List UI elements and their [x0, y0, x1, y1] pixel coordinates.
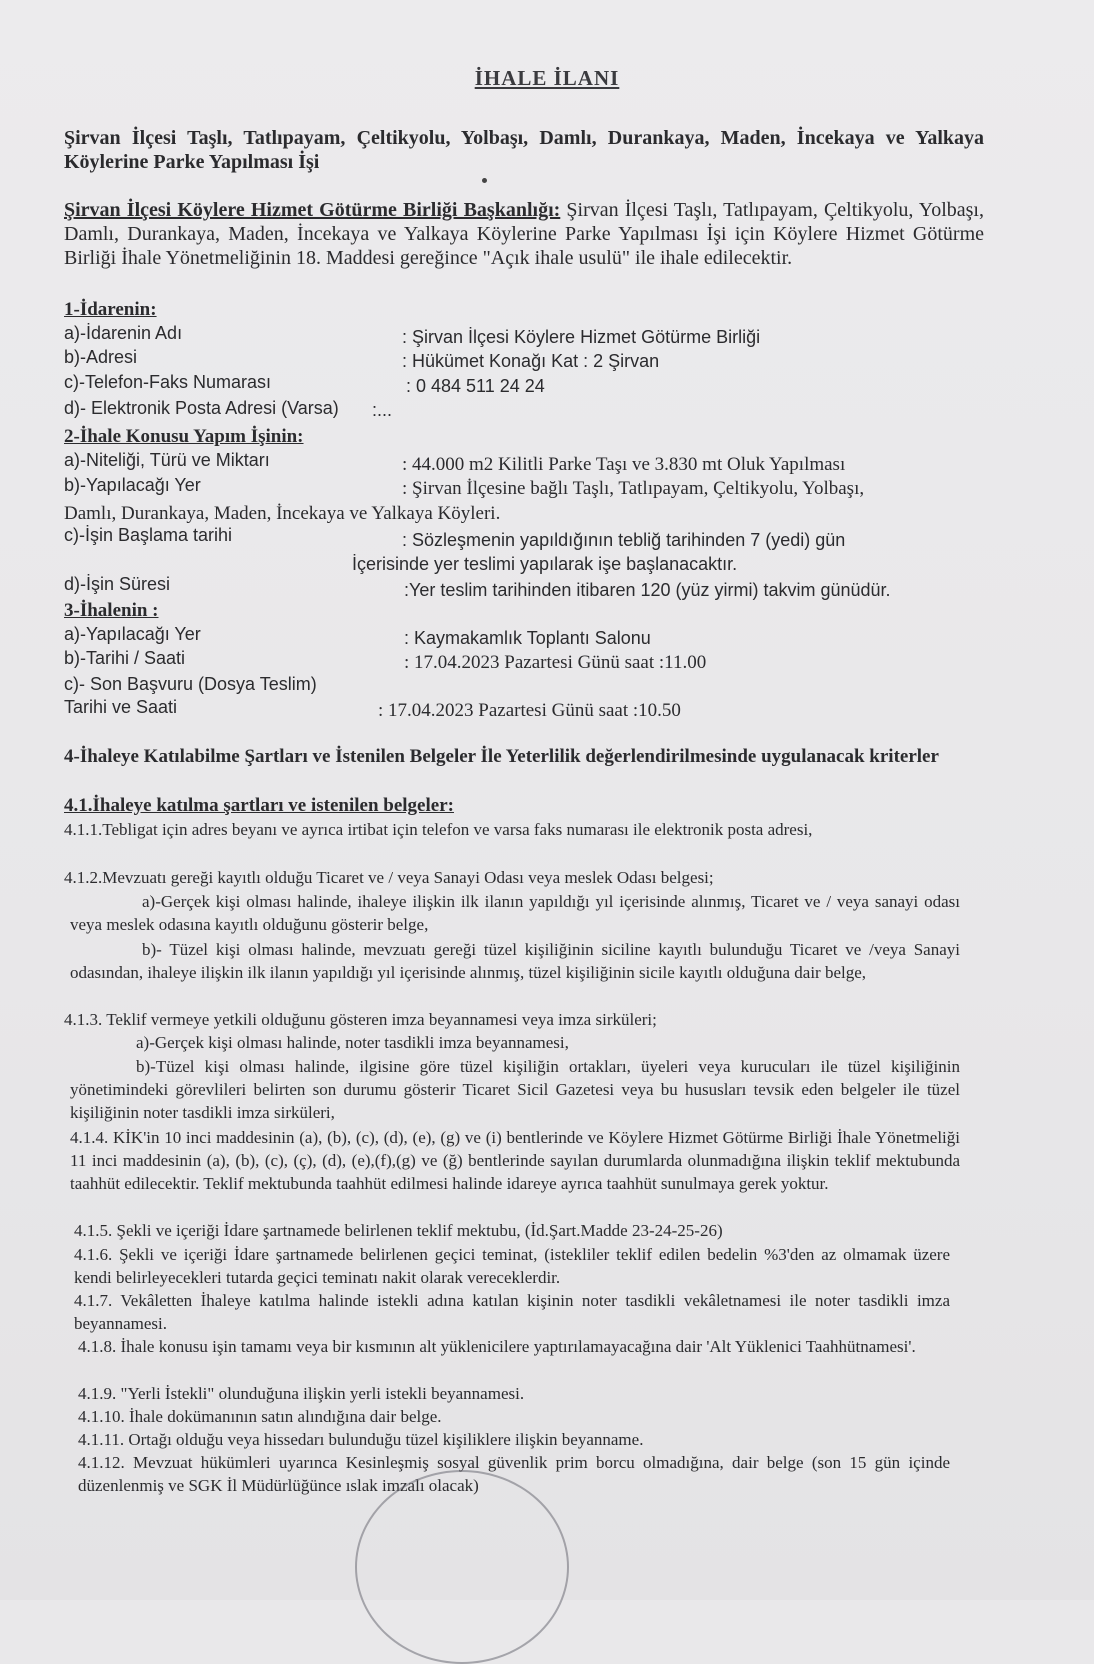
- s2-b-value: : Şirvan İlçesine bağlı Taşlı, Tatlıpayam, Çeltikyolu, Yolbaşı,: [402, 478, 865, 499]
- s2-a-value: : 44.000 m2 Kilitli Parke Taşı ve 3.830 mt Oluk Yapılması: [402, 454, 846, 475]
- item-4-1-2-a: a)-Gerçek kişi olması halinde, ihaleye ilişkin ilk ilanın yapıldığı yıl içerisinde alınmış, Ticaret ve / veya sanayi odası veya meslek odasına kayıtlı olduğunu gösterir belge,: [70, 892, 960, 934]
- s2-c-value: : Sözleşmenin yapıldığının tebliğ tarihinden 7 (yedi) gün: [402, 530, 846, 550]
- s3-c-label: c)- Son Başvuru (Dosya Teslim): [64, 674, 317, 694]
- item-4-1-2: 4.1.2.Mevzuatı gereği kayıtlı olduğu Ticaret ve / veya Sanayi Odası veya meslek Odası belgesi;: [64, 868, 714, 887]
- section-4-heading: 4-İhaleye Katılabilme Şartları ve İstenilen Belgeler İle Yeterlilik değerlendirilmesinde uygulanacak kriterler: [64, 746, 939, 767]
- intro-paragraph: [64, 198, 984, 270]
- item-4-1-1: 4.1.1.Tebligat için adres beyanı ve ayrıca irtibat için telefon ve varsa faks numarası ile elektronik posta adresi,: [64, 820, 813, 839]
- item-4-1-11: 4.1.11. Ortağı olduğu veya hissedarı bulunduğu tüzel kişiliklere ilişkin beyanname.: [78, 1430, 644, 1449]
- s3-c-value: : 17.04.2023 Pazartesi Günü saat :10.50: [378, 700, 681, 721]
- s2-b-label: b)-Yapılacağı Yer: [64, 475, 201, 495]
- s3-a-label: a)-Yapılacağı Yer: [64, 624, 201, 644]
- item-4-1-10: 4.1.10. İhale dokümanının satın alındığına dair belge.: [78, 1407, 442, 1426]
- item-4-1-8: 4.1.8. İhale konusu işin tamamı veya bir kısmının alt yüklenicilere yaptırılamayacağına dair 'Alt Yüklenici Taahhütnamesi'.: [78, 1337, 916, 1356]
- section-2-heading: 2-İhale Konusu Yapım İşinin:: [64, 426, 304, 447]
- item-4-1-3: 4.1.3. Teklif vermeye yetkili olduğunu gösteren imza beyannamesi veya imza sirküleri;: [64, 1010, 657, 1029]
- s1-d-value: :...: [372, 400, 393, 420]
- s3-a-value: : Kaymakamlık Toplantı Salonu: [404, 628, 651, 648]
- s1-c-value: : 0 484 511 24 24: [406, 376, 545, 396]
- s2-d-value: :Yer teslim tarihinden itibaren 120 (yüz yirmi) takvim günüdür.: [404, 580, 891, 600]
- item-4-1-9: 4.1.9. "Yerli İstekli" olunduğuna ilişkin yerli istekli beyannamesi.: [78, 1384, 525, 1403]
- s2-b-value-cont: Damlı, Durankaya, Maden, İncekaya ve Yalkaya Köyleri.: [64, 503, 501, 524]
- document-title: İHALE İLANI: [474, 66, 620, 90]
- item-4-1-7: 4.1.7. Vekâletten İhaleye katılma halinde istekli adına katılan kişinin noter tasdikli vekâletnamesi ile noter tasdikli imza beyannamesi.: [74, 1291, 950, 1333]
- item-4-1-12: 4.1.12. Mevzuat hükümleri uyarınca Kesinleşmiş sosyal güvenlik prim borcu olmadığına, dair belge (son 15 gün içinde düzenlenmiş ve SGK İl Müdürlüğünce ıslak imzalı olacak): [78, 1453, 950, 1495]
- item-4-1-2-b: b)- Tüzel kişi olması halinde, mevzuatı gereği tüzel kişiliğinin siciline kayıtlı bulunduğu Ticaret ve /veya Sanayi odasından, ihaleye ilişkin ilk ilanın yapıldığı yıl içerisinde alınmış, tüzel kişiliğinin sicile kayıtlı olduğuna dair belge,: [70, 940, 960, 982]
- intro-text: Şirvan İlçesi Taşlı, Tatlıpayam, Çeltikyolu, Yolbaşı, Damlı, Durankaya, Maden, İncekaya ve Yalkaya Köylerine Parke Yapılması İşi için Köylere Hizmet Götürme Birliği İhale Yönetmeliğinin 18. Maddesi gereğince "Açık ihale usulü" ile ihale edilecektir.: [64, 199, 984, 269]
- s2-c-value-cont: İçerisinde yer teslimi yapılarak işe başlanacaktır.: [352, 554, 738, 574]
- section-4-1-heading: 4.1.İhaleye katılma şartları ve istenilen belgeler:: [64, 795, 454, 816]
- s1-b-label: b)-Adresi: [64, 347, 138, 367]
- s3-b-value: : 17.04.2023 Pazartesi Günü saat :11.00: [404, 652, 707, 673]
- intro-heading: Şirvan İlçesi Köylere Hizmet Götürme Birliği Başkanlığı:: [64, 199, 561, 221]
- s2-a-label: a)-Niteliği, Türü ve Miktarı: [64, 450, 270, 470]
- item-4-1-3-b: b)-Tüzel kişi olması halinde, ilgisine göre tüzel kişiliğin ortakları, üyeleri veya kurucuları ile tüzel kişiliğinin yönetimindeki görevlileri belirten son durumu gösterir Ticaret Sicil Gazetesi veya bu hususları tevsik eden belgeler ile tüzel kişiliğinin noter tasdikli imza sirküleri,: [70, 1057, 960, 1122]
- ink-dot: [482, 178, 487, 183]
- project-title: Şirvan İlçesi Taşlı, Tatlıpayam, Çeltikyolu, Yolbaşı, Damlı, Durankaya, Maden, İncekaya ve Yalkaya Köylerine Parke Yapılması İşi: [64, 127, 984, 173]
- item-4-1-4: 4.1.4. KİK'in 10 inci maddesinin (a), (b), (c), (d), (e), (g) ve (i) bentlerinde ve Köylere Hizmet Götürme Birliği İhale Yönetmeliği 11 inci maddesinin (a), (b), (c), (ç), (d), (e),(f),(g) ve (ğ) bentlerinde sayılan durumlarda olunmadığına ilişkin teklif mektubunda taahhüt edilecektir. Teklif mektubunda taahhüt edilmesi halinde idareye ayrıca taahhüt sunulmaya gerek yoktur.: [70, 1128, 960, 1193]
- item-4-1-6: 4.1.6. Şekli ve içeriği İdare şartnamede belirlenen geçici teminat, (istekliler teklif edilen bedelin %3'den az olmamak üzere kendi belirleyecekleri tutarda geçici teminatı nakit olarak vereceklerdir.: [74, 1245, 950, 1287]
- s3-b-label: b)-Tarihi / Saati: [64, 648, 186, 668]
- s2-c-label: c)-İşin Başlama tarihi: [64, 525, 233, 545]
- s1-a-label: a)-İdarenin Adı: [64, 323, 183, 343]
- section-3-heading: 3-İhalenin :: [64, 600, 159, 621]
- s1-a-value: : Şirvan İlçesi Köylere Hizmet Götürme Birliği: [402, 327, 761, 347]
- s1-c-label: c)-Telefon-Faks Numarası: [64, 372, 272, 392]
- official-stamp: [355, 1470, 569, 1664]
- section-1-heading: 1-İdarenin:: [64, 299, 157, 320]
- item-4-1-3-a: a)-Gerçek kişi olması halinde, noter tasdikli imza beyannamesi,: [136, 1033, 569, 1052]
- s1-d-label: d)- Elektronik Posta Adresi (Varsa): [64, 398, 339, 418]
- s2-d-label: d)-İşin Süresi: [64, 574, 171, 594]
- s1-b-value: : Hükümet Konağı Kat : 2 Şirvan: [402, 351, 660, 371]
- s3-c-label-cont: Tarihi ve Saati: [64, 697, 178, 717]
- item-4-1-5: 4.1.5. Şekli ve içeriği İdare şartnamede belirlenen teklif mektubu, (İd.Şart.Madde 23-24-25-26): [74, 1221, 723, 1240]
